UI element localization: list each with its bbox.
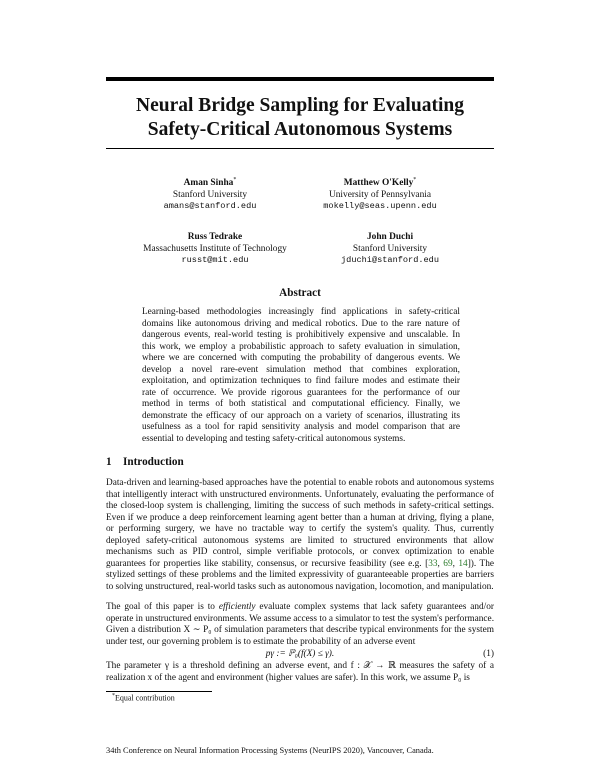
title-line-1: Neural Bridge Sampling for Evaluating	[136, 95, 464, 116]
author-mark: *	[413, 177, 417, 183]
section-heading	[106, 456, 184, 468]
author-affiliation: Massachusetts Institute of Technology	[143, 243, 287, 254]
abstract-heading: Abstract	[279, 287, 321, 299]
section-number: 1	[106, 456, 112, 468]
title-top-rule	[106, 77, 494, 81]
section-title: Introduction	[123, 456, 184, 468]
emphasis-text: efficiently	[218, 602, 256, 612]
author-name: Aman Sinha	[183, 178, 234, 189]
author-name: Russ Tedrake	[187, 232, 243, 243]
paragraph-text: Data-driven and learning-based approaches have the potential to enable robots and autonomous systems that intelligently interact with unstructured environments. Unfortunately, evaluating the performance of the closed-loop system is challenging, limiting the success of such methods in safety-critical settings. Even if we produce a deep reinforcement learning agent better than a human at driving, flying a plane, or performing surgery, we have no tractable way to certify the system's quality. Thus, currently deployed safety-critical autonomous systems are limited to structured environments that allow mechanisms such as PID control, simple verifiable protocols, or convex optimization to enable guarantees for properties like stability, consensus, or recursive feasibility (see e.g. [	[106, 478, 494, 569]
footnote-mark: *	[112, 693, 115, 699]
author-affiliation: University of Pennsylvania	[328, 189, 432, 200]
footnote	[112, 693, 175, 703]
abstract-text: Learning-based methodologies increasingly find applications in safety-critical domains like autonomous driving and medical robotics. Due to the rare nature of dangerous events, real-world testing is prohibitively expensive and unscalable. In this work, we employ a probabilistic approach to safety evaluation in simulation, where we are concerned with computing the probability of dangerous events. We develop a novel rare-event simulation method that combines exploration, exploitation, and optimization techniques to find failure modes and estimate their rate of occurrence. We provide rigorous guarantees for the performance of our method in terms of both statistical and computational efficiency. Finally, we demonstrate the efficacy of our approach on a variety of scenarios, illustrating its usefulness as a tool for rapid sensitivity analysis and model comparison that are essential to developing and testing safety-critical autonomous systems.	[142, 307, 460, 444]
paragraph-text: evaluate complex systems that lack safety guarantees and/or operate in unstructured environments. We assume access to a simulator to test the system's performance. Given a distribution X ∼ P₀ of simulation parameters that describe typical environments for the system under test, our governing problem is to estimate the probability of an adverse event	[106, 602, 495, 647]
paragraph-text: ]). The stylized settings of these problems and the limited expressivity of guaranteeable properties are barriers to solving unstructured, real-world tasks such as autonomous navigation, locomotion, and manipulation.	[106, 558, 494, 592]
author-mark: *	[233, 177, 237, 183]
footnote-rule	[106, 691, 212, 692]
author-email: mokelly@seas.upenn.edu	[323, 201, 437, 212]
equation-number: (1)	[483, 649, 494, 659]
author-affiliation: Stanford University	[352, 243, 428, 254]
equation-expression: pγ := ℙ₀(f(X) ≤ γ).	[265, 649, 335, 659]
author-email: amans@stanford.edu	[163, 201, 257, 212]
author-email: jduchi@stanford.edu	[341, 255, 439, 266]
citation-link[interactable]: 33	[428, 558, 438, 569]
author-affiliation: Stanford University	[172, 189, 248, 200]
author-email: russt@mit.edu	[181, 255, 249, 266]
author-name: John Duchi	[366, 232, 414, 243]
author-block-1	[130, 175, 290, 213]
title-line-2: Safety-Critical Autonomous Systems	[147, 119, 453, 140]
citation-link[interactable]: 69	[443, 558, 453, 569]
paragraph-text: The goal of this paper is to	[106, 602, 219, 612]
footnote-text: Equal contribution	[115, 693, 175, 703]
author-block-4	[320, 229, 460, 267]
intro-paragraph-3: The parameter γ is a threshold defining an adverse event, and f : 𝒳 → ℝ measures the safety of a realization x of the agent and environment (higher values are safer). In this work, we assume P₀ is	[106, 661, 494, 683]
intro-paragraph-1: Data-driven and learning-based approaches have the potential to enable robots and autonomous systems that intelligently interact with unstructured environments. Unfortunately, evaluating the performance of the closed-loop system is challenging, limiting the success of such methods in safety-critical settings. Even if we produce a deep reinforcement learning agent better than a human at driving, flying a plane, or performing surgery, we have no tractable way to certify the system's quality. Thus, currently deployed safety-critical autonomous systems are limited to structured environments that allow mechanisms such as PID control, simple verifiable protocols, or convex optimization to enable guarantees for properties like stability, consensus, or recursive feasibility (see e.g. [33, 69, 14]). The stylized settings of these problems and the limited expressivity of guaranteeable properties are barriers to solving unstructured, real-world tasks such as autonomous navigation, locomotion, and manipulation.	[106, 478, 494, 592]
author-block-2	[300, 175, 460, 213]
citation-link[interactable]: 14	[458, 558, 468, 569]
paper-title	[0, 94, 600, 142]
author-name: Matthew O'Kelly	[343, 178, 414, 189]
intro-paragraph-2	[106, 602, 494, 648]
title-bottom-rule	[106, 148, 494, 149]
author-block-3	[130, 229, 300, 267]
venue-note: 34th Conference on Neural Information Processing Systems (NeurIPS 2020), Vancouver, Canada.	[106, 746, 434, 755]
